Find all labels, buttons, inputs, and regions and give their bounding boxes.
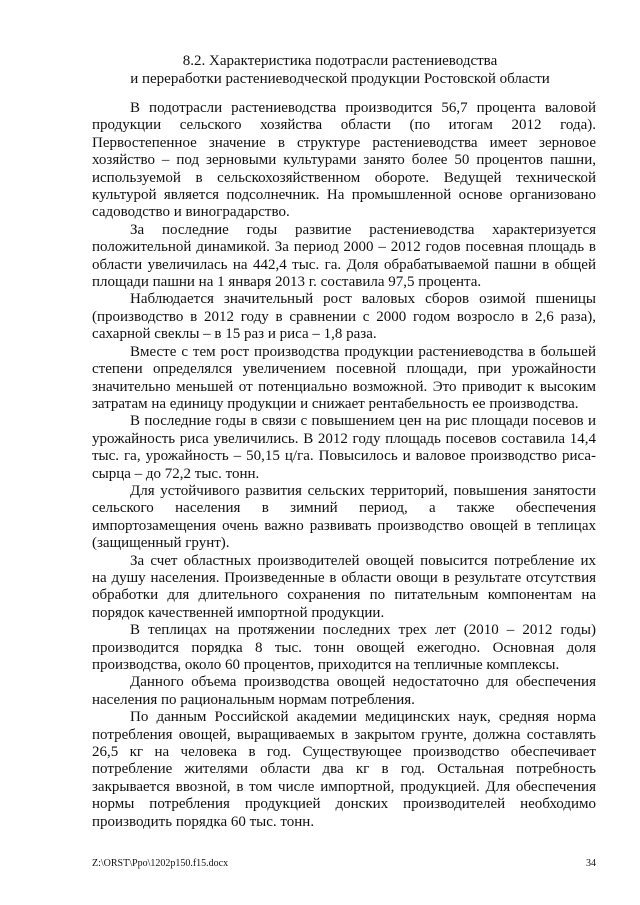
paragraph: В последние годы в связи с повышением цен на рис площади посевов и урожайность риса увеличились. В 2012 году площадь посевов составила 14,4 тыс. га, урожайность – 50,15 ц/га. Повысилось и валовое производство риса-сырца – до 72,2 тыс. тонн. <box>92 413 596 482</box>
section-title <box>92 52 588 88</box>
paragraph: Наблюдается значительный рост валовых сборов озимой пшеницы (производство в 2012 году в сравнении с 2000 годом возросло в 2,6 раза), сахарной свеклы – в 15 раз и риса – 1,8 раза. <box>92 291 596 343</box>
paragraph: За счет областных производителей овощей повысится потребление их на душу населения. Произведенные в области овощи в результате отсутствия обработки для длительного сохранения по питательным компонентам на порядок качественней импортной продукции. <box>92 552 596 621</box>
section-title-line-2: и переработки растениеводческой продукции Ростовской области <box>130 71 550 87</box>
paragraph: Для устойчивого развития сельских территорий, повышения занятости сельского населения в зимний период, а также обеспечения импортозамещения очень важно развивать производство овощей в теплицах (защищенный грунт). <box>92 482 596 552</box>
paragraph: За последние годы развитие растениеводства характеризуется положительной динамикой. За период 2000 – 2012 годов посевная площадь в области увеличилась на 442,4 тыс. га. Доля обрабатываемой пашни в общей площади пашни на 1 января 2013 г. составила 97,5 процента. <box>92 221 596 291</box>
paragraph: В теплицах на протяжении последних трех лет (2010 – 2012 годы) производится порядка 8 тыс. тонн овощей ежегодно. Основная доля производства, около 60 процентов, приходится на тепличные комплексы. <box>92 622 596 673</box>
document-body <box>92 100 596 831</box>
footer-file-path: Z:\ORST\Ppo\1202p150.f15.docx <box>92 858 229 869</box>
paragraph: По данным Российской академии медицинских наук, средняя норма потребления овощей, выращиваемых в закрытом грунте, должна составлять 26,5 кг на человека в год. Существующее производство обеспечивает потребление жителями области два кг в год. Остальная потребность закрывается ввозной, в том числе импортной, продукцией. Для обеспечения нормы потребления продукцией донских производителей необходимо производить порядка 60 тыс. тонн. <box>92 709 596 830</box>
paragraph: Вместе с тем рост производства продукции растениеводства в большей степени определялся увеличением посевной площади, при урожайности значительно меньшей от потенциально возможной. Это приводит к высоким затратам на единицу продукции и снижает рентабельность ее производства. <box>92 343 596 412</box>
page-number: 34 <box>586 858 596 869</box>
paragraph: Данного объема производства овощей недостаточно для обеспечения населения по рациональным нормам потребления. <box>92 674 596 708</box>
section-title-line-1: 8.2. Характеристика подотрасли растениеводства <box>182 53 498 69</box>
paragraph: В подотрасли растениеводства производится 56,7 процента валовой продукции сельского хозяйства области (по итогам 2012 года). Первостепенное значение в структуре растениеводства имеет зерновое хозяйство – под зерновыми культурами занято более 50 процентов пашни, используемой в сельскохозяйственном обороте. Ведущей технической культурой является подсолнечник. На промышленной основе организовано садоводство и виноградарство. <box>92 100 596 221</box>
